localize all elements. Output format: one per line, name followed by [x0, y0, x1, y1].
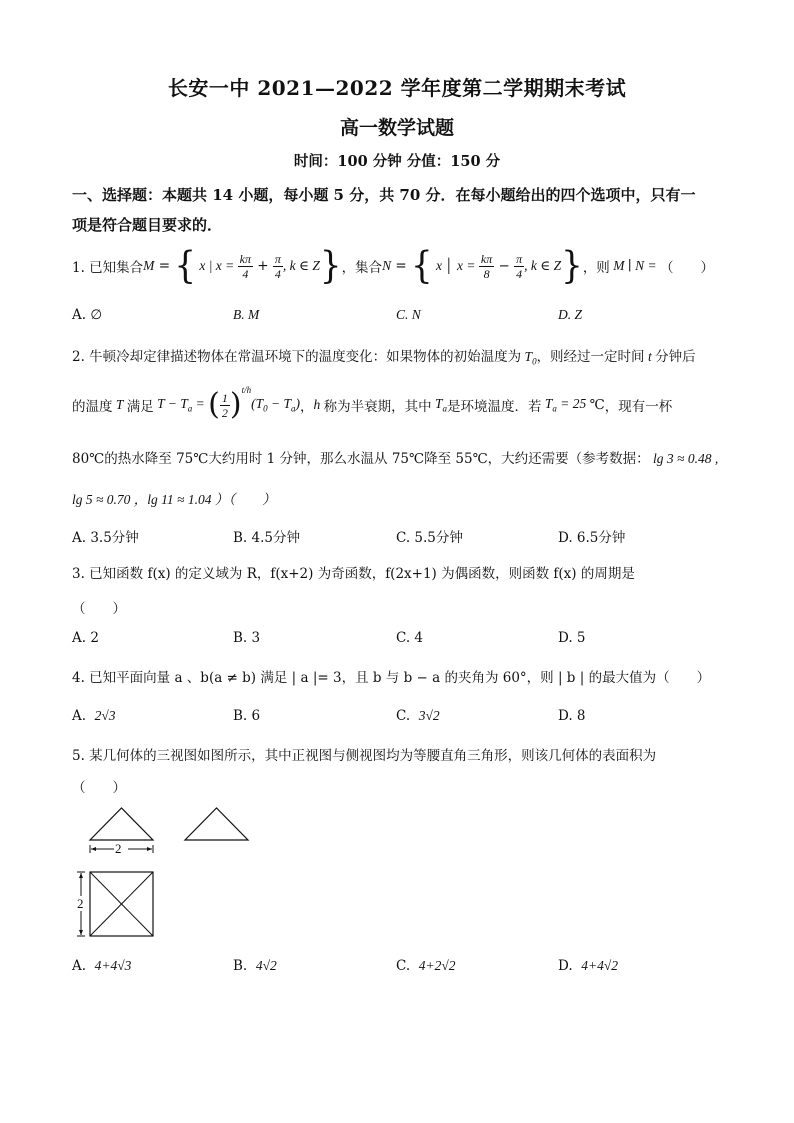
q1-option-d[interactable]: D. Z: [558, 307, 583, 322]
q4-option-a[interactable]: A. 2√3: [72, 708, 116, 724]
q1-option-c[interactable]: C. N: [396, 307, 421, 322]
question-2-line4: lg 5 ≈ 0.70 ，lg 11 ≈ 1.04 ）（ ）: [72, 492, 276, 507]
q4-option-c[interactable]: C. 3√2: [396, 708, 440, 724]
q5-option-b[interactable]: B. 4√2: [233, 958, 277, 974]
question-2-line2: 的温度 T 满足 $T - T_a$ = ( $\frac{1}{2}$ ) t/h $(T_0 - T_a)$ ， h 称为半衰期，其中 $T_a$ 是环境温度．若 $T_a = 25$ ℃ ，现有一杯: [72, 385, 673, 422]
q4-option-d[interactable]: D. 8: [558, 708, 586, 724]
question-4: 4. 已知平面向量 a 、b(a ≠ b) 满足 | a |= 3，且 b 与 b − a 的夹角为 60°，则 | b | 的最大值为（ ）: [72, 670, 711, 686]
q3-option-c[interactable]: C. 4: [396, 630, 424, 646]
q1-option-b[interactable]: B. M: [233, 307, 260, 322]
q5-option-d[interactable]: D. 4+4√2: [558, 958, 619, 974]
question-2-line3: 80℃的热水降至 75℃大约用时 1 分钟，那么水温从 75℃降至 55℃，大约还需要（参考数据： lg 3 ≈ 0.48 ,: [72, 451, 719, 467]
q2-option-b[interactable]: B. 4.5分钟: [233, 530, 300, 546]
q1-set-m: M: [143, 258, 155, 273]
q5-option-a[interactable]: A. 4+4√3: [72, 958, 132, 974]
question-5-line2: （ ）: [72, 780, 126, 796]
front-view-triangle: [90, 808, 153, 840]
section-heading-line2: 项是符合题目要求的．: [72, 216, 223, 234]
q1-brace-close: }: [319, 244, 342, 288]
q3-option-b[interactable]: B. 3: [233, 630, 261, 646]
exam-meta: 时间：100 分钟 分值：150 分: [293, 153, 501, 170]
q4-option-b[interactable]: B. 6: [233, 708, 261, 724]
front-view-dimension-label: 2: [115, 841, 122, 856]
question-3-line1: 3. 已知函数 f(x) 的定义域为 R，f(x+2) 为奇函数，f(2x+1) 为偶函数，则函数 f(x) 的周期是: [72, 566, 635, 582]
q1-set-m-body: x | x =: [195, 258, 238, 273]
q3-option-d[interactable]: D. 5: [558, 630, 586, 646]
question-2-line1: 2. 牛顿冷却定律描述物体在常温环境下的温度变化：如果物体的初始温度为 $T_0$，则经过一定时间 t 分钟后: [72, 349, 696, 367]
q1-tail: （ ）: [659, 260, 714, 276]
q2-option-c[interactable]: C. 5.5分钟: [396, 530, 463, 546]
side-view-triangle: [185, 808, 248, 840]
q1-brace-open: {: [174, 244, 196, 288]
exam-title: 长安一中 2021—2022 学年度第二学期期末考试: [167, 76, 627, 100]
question-1: 1. 已知集合 M = { x | x = $\frac{k\pi}{4}$ + $\frac{\pi}{4}$ , k ∈ Z } ，集合 N = { x │ x = $\frac{k\pi}{8}$ − $\frac{\pi}{4}$ , k ∈ Z } ，则 M ∣ N = （ ）: [72, 244, 714, 288]
q1-prefix: 1. 已知集合: [72, 260, 144, 276]
question-5-line1: 5. 某几何体的三视图如图所示，其中正视图与侧视图均为等腰直角三角形，则该几何体的表面积为: [72, 748, 657, 764]
q3-option-a[interactable]: A. 2: [72, 630, 99, 646]
question-3-line2: （ ）: [72, 601, 126, 617]
section-heading-line1: 一、选择题：本题共 14 小题，每小题 5 分，共 70 分．在每小题给出的四个选项中，只有一: [72, 186, 696, 204]
q2-option-d[interactable]: D. 6.5分钟: [558, 530, 626, 546]
q1-set-n: N: [382, 258, 392, 273]
q5-option-c[interactable]: C. 4+2√2: [396, 958, 456, 974]
top-view-dimension-label: 2: [77, 896, 84, 911]
q2-option-a[interactable]: A. 3.5分钟: [72, 530, 139, 546]
three-view-figure: [72, 800, 272, 942]
q1-option-a[interactable]: A. ∅: [72, 307, 103, 323]
q1-mid: ，集合: [341, 260, 383, 276]
q1-suffix: ，则: [582, 260, 610, 276]
exam-subtitle: 高一数学试题: [339, 117, 454, 139]
